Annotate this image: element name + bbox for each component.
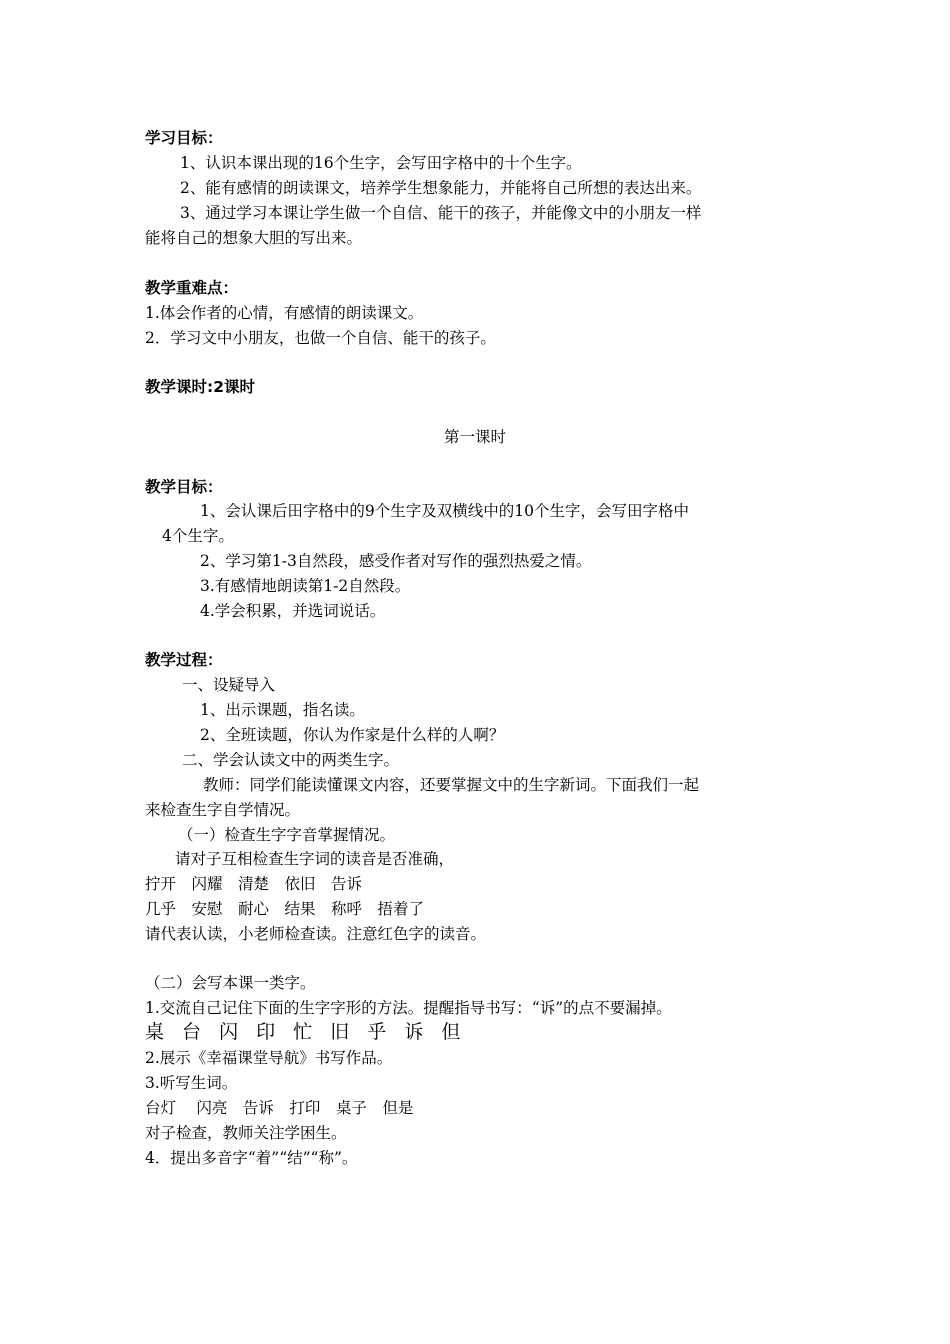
writing-step-3: 3.听写生词。: [145, 1074, 238, 1092]
objective-1-line1: 1、会认课后田字格中的9个生字及双横线中的10个生字，会写田字格中: [200, 502, 689, 520]
word-list-3: 台灯 闪亮 告诉 打印 桌子 但是: [145, 1099, 414, 1117]
teacher-line1: 教师：同学们能读懂课文内容，还要掌握文中的生字新词。下面我们一起: [203, 776, 700, 794]
goal-3-line2: 能将自己的想象大胆的写出来。: [145, 229, 363, 247]
word-list-1: 拧开 闪耀 清楚 依旧 告诉: [145, 875, 363, 893]
goal-2: 2、能有感情的朗读课文，培养学生想象能力，并能将自己所想的表达出来。: [180, 179, 702, 197]
word-list-2: 几乎 安慰 耐心 结果 称呼 捂着了: [145, 900, 425, 918]
key-point-2: 2．学习文中小朋友，也做一个自信、能干的孩子。: [145, 329, 496, 347]
objective-4: 4.学会积累，并选词说话。: [200, 602, 386, 620]
writing-step-1: 1.交流自己记住下面的生字字形的方法。提醒指导书写：“诉”的点不要漏掉。: [145, 999, 672, 1017]
process-heading: 教学过程：: [145, 651, 223, 669]
writing-step-4: 4．提出多音字“着”“结”“称”。: [145, 1149, 358, 1167]
subsection-1-text: 请对子互相检查生字词的读音是否准确，: [175, 850, 455, 868]
objectives-heading: 教学目标：: [145, 478, 223, 496]
key-points-heading: 教学重难点：: [145, 279, 239, 297]
lesson-title: 第一课时: [443, 428, 506, 446]
key-point-1: 1.体会作者的心情，有感情的朗读课文。: [145, 304, 424, 322]
learning-goals-heading: 学习目标：: [145, 129, 223, 147]
process-step-1-2: 2、全班读题，你认为作家是什么样的人啊？: [200, 726, 505, 744]
goal-1: 1、认识本课出现的16个生字，会写田字格中的十个生字。: [180, 154, 582, 172]
subsection-2: （二）会写本课一类字。: [145, 974, 316, 992]
goal-3-line1: 3、通过学习本课让学生做一个自信、能干的孩子，并能像文中的小朋友一样: [180, 204, 702, 222]
subsection-1: （一）检查生字字音掌握情况。: [178, 826, 396, 844]
process-step-2: 二、学会认读文中的两类生字。: [182, 751, 400, 769]
character-list: 桌 台 闪 印 忙 旧 乎 诉 但: [145, 1021, 467, 1043]
objective-3: 3.有感情地朗读第1-2自然段。: [200, 577, 411, 595]
representative-reading: 请代表认读，小老师检查读。注意红色字的读音。: [145, 925, 487, 943]
objective-2: 2、学习第1-3自然段，感受作者对写作的强烈热爱之情。: [200, 552, 592, 570]
process-step-1: 一、设疑导入: [182, 676, 276, 694]
process-step-1-1: 1、出示课题，指名读。: [200, 701, 365, 719]
writing-step-2: 2.展示《幸福课堂导航》书写作品。: [145, 1049, 393, 1067]
objective-1-line2: 4个生字。: [162, 527, 234, 545]
pair-check: 对子检查，教师关注学困生。: [145, 1124, 347, 1142]
teacher-line2: 来检查生字自学情况。: [145, 801, 301, 819]
teaching-hours: 教学课时:2课时: [145, 378, 255, 396]
